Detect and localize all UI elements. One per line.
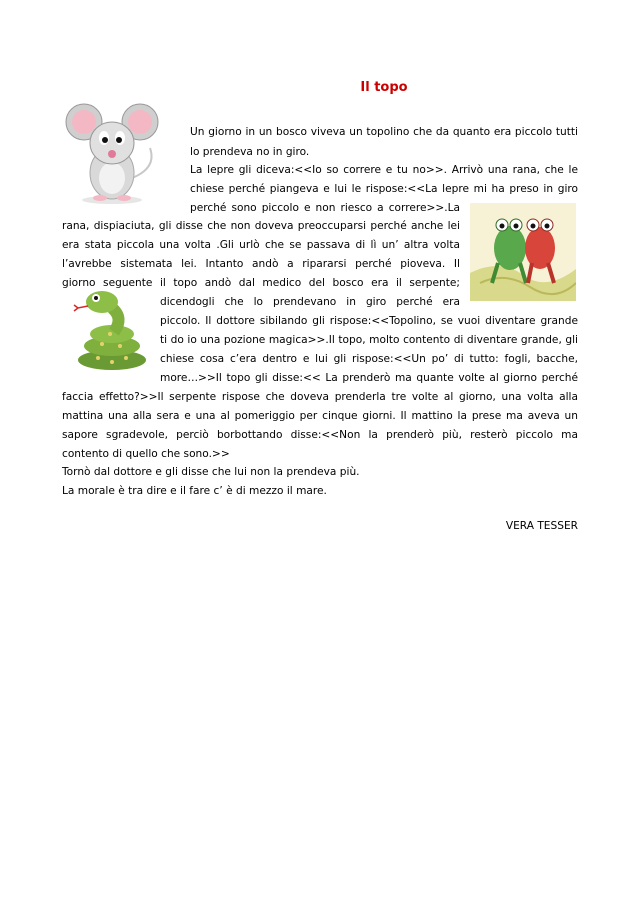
snake-illustration	[64, 288, 156, 372]
story-line: l’avrebbe sistemata lei. Intanto andò a ripararsi perché pioveva. Il	[62, 258, 460, 270]
story-line: rana, dispiaciuta, gli disse che non doveva preoccuparsi perché anche lei	[62, 220, 460, 232]
story-line: more…>>Il topo gli disse:<< La prenderò ma quante volte al giorno perché	[160, 372, 578, 384]
page-title: Il topo	[360, 80, 408, 95]
story-line: lo prendeva no in giro.	[190, 146, 310, 158]
mouse-illustration	[62, 98, 162, 206]
story-line: perché sono piccolo e non riesco a correre>>.La	[190, 202, 460, 214]
story-line: faccia effetto?>>Il serpente rispose che doveva prenderla tre volte al giorno, una volta alla	[62, 391, 578, 403]
story-line: chiese cosa c’era dentro e lui gli rispose:<<Un po’ di tutto: fogli, bacche,	[160, 353, 578, 365]
story-line: era stata piccola una volta .Gli urlò che se passava di lì un’ altra volta	[62, 239, 460, 251]
frogs-illustration	[470, 203, 576, 301]
story-moral: La morale è tra dire e il fare c’ è di mezzo il mare.	[62, 485, 327, 497]
story-line: mattina una alla sera e una al pomeriggio per cinque giorni. Il mattino la prese ma aveva un	[62, 410, 578, 422]
story-line: contento di quello che sono.>>	[62, 448, 230, 460]
story-line: dicendogli che lo prendevano in giro perché era	[160, 296, 460, 308]
story-line: La lepre gli diceva:<<Io so correre e tu no>>. Arrivò una rana, che le	[190, 164, 578, 176]
story-line: chiese perché piangeva e lui le rispose:<<La lepre mi ha preso in giro	[190, 183, 578, 195]
author-signature: VERA TESSER	[505, 520, 578, 532]
story-line: sapore sgradevole, perciò borbottando disse:<<Non la prenderò più, resterò piccolo ma	[62, 429, 578, 441]
story-line: ti do io una pozione magica>>.Il topo, molto contento di diventare grande, gli	[160, 334, 578, 346]
story-line: giorno seguente il topo andò dal medico del bosco era il serpente;	[62, 277, 460, 289]
story-line: Tornò dal dottore e gli disse che lui non la prendeva più.	[62, 466, 360, 478]
story-line: piccolo. Il dottore sibilando gli rispose:<<Topolino, se vuoi diventare grande	[160, 315, 578, 327]
story-line: Un giorno in un bosco viveva un topolino che da quanto era piccolo tutti	[190, 126, 578, 138]
